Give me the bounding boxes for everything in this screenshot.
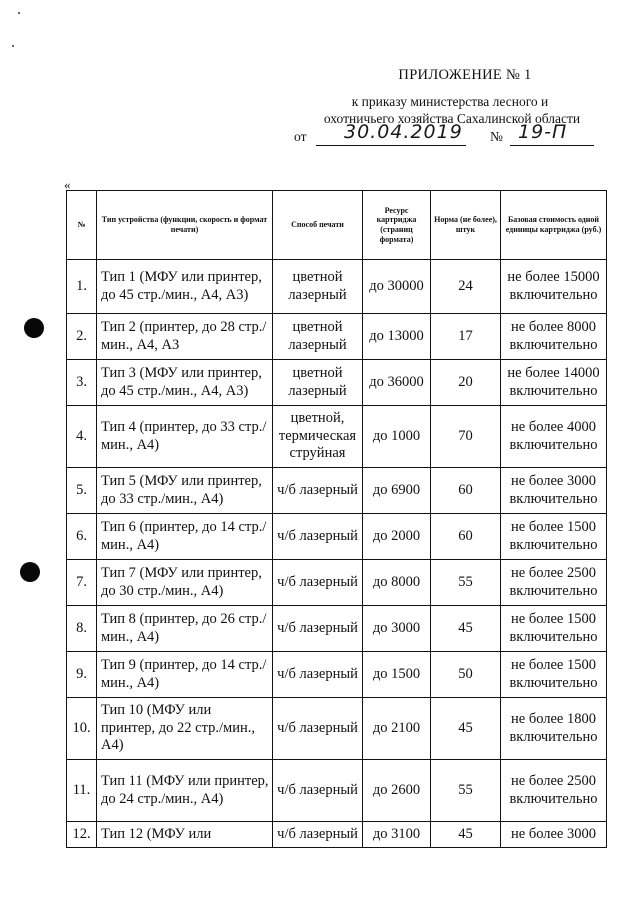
cell-print-method: ч/б лазерный — [273, 652, 363, 698]
cell-base-cost: не более 8000 включительно — [501, 314, 607, 360]
order-reference-line1: к приказу министерства лесного и — [351, 94, 549, 109]
cell-cartridge-resource: до 2000 — [363, 514, 431, 560]
cell-print-method: ч/б лазерный — [273, 822, 363, 848]
table-row — [67, 822, 607, 848]
cell-base-cost: не более 4000 включительно — [501, 406, 607, 468]
cell-norm: 60 — [431, 468, 501, 514]
col-header-print-method: Способ печати — [273, 191, 363, 260]
cell-cartridge-resource: до 6900 — [363, 468, 431, 514]
opening-quote: « — [64, 177, 71, 192]
order-reference-line2: охотничьего хозяйства Сахалинской области — [323, 111, 581, 126]
cell-norm: 17 — [431, 314, 501, 360]
cell-base-cost: не более 14000 включительно — [501, 360, 607, 406]
cell-device-type: Тип 12 (МФУ или — [97, 822, 273, 848]
table-row — [67, 468, 607, 514]
table-row — [67, 698, 607, 760]
cell-device-type: Тип 2 (принтер, до 28 стр./мин., А4, А3 — [97, 314, 273, 360]
cell-print-method: ч/б лазерный — [273, 468, 363, 514]
cell-row-number: 8. — [67, 606, 97, 652]
cell-norm: 24 — [431, 260, 501, 314]
cell-device-type: Тип 6 (принтер, до 14 стр./мин., А4) — [97, 514, 273, 560]
cell-cartridge-resource: до 36000 — [363, 360, 431, 406]
order-date-field — [316, 121, 466, 146]
cell-row-number: 4. — [67, 406, 97, 468]
cell-device-type: Тип 11 (МФУ или принтер, до 24 стр./мин., А4) — [97, 760, 273, 822]
cell-base-cost: не более 3000 включительно — [501, 468, 607, 514]
table-row — [67, 606, 607, 652]
cell-print-method: ч/б лазерный — [273, 560, 363, 606]
cell-device-type: Тип 5 (МФУ или принтер, до 33 стр./мин., А4) — [97, 468, 273, 514]
appendix-title: ПРИЛОЖЕНИЕ № 1 — [398, 67, 532, 83]
cell-device-type: Тип 8 (принтер, до 26 стр./мин., А4) — [97, 606, 273, 652]
number-prefix: № — [490, 129, 503, 144]
cell-cartridge-resource: до 3100 — [363, 822, 431, 848]
cell-row-number: 2. — [67, 314, 97, 360]
cell-print-method: ч/б лазерный — [273, 698, 363, 760]
cell-device-type: Тип 4 (принтер, до 33 стр./мин., А4) — [97, 406, 273, 468]
cell-norm: 45 — [431, 822, 501, 848]
table-row — [67, 360, 607, 406]
table-row — [67, 406, 607, 468]
cell-row-number: 9. — [67, 652, 97, 698]
cell-base-cost: не более 15000 включительно — [501, 260, 607, 314]
cell-print-method: цветной лазерный — [273, 360, 363, 406]
punch-hole-bottom — [20, 562, 40, 582]
cell-print-method: ч/б лазерный — [273, 760, 363, 822]
table-row — [67, 314, 607, 360]
cell-norm: 45 — [431, 606, 501, 652]
cell-base-cost: не более 1500 включительно — [501, 652, 607, 698]
cell-norm: 55 — [431, 560, 501, 606]
table-row — [67, 760, 607, 822]
table-row — [67, 652, 607, 698]
cell-device-type: Тип 9 (принтер, до 14 стр./мин., А4) — [97, 652, 273, 698]
cell-cartridge-resource: до 1000 — [363, 406, 431, 468]
cell-base-cost: не более 1800 включительно — [501, 698, 607, 760]
cell-row-number: 12. — [67, 822, 97, 848]
cell-cartridge-resource: до 2100 — [363, 698, 431, 760]
cell-row-number: 3. — [67, 360, 97, 406]
cell-cartridge-resource: до 1500 — [363, 652, 431, 698]
date-prefix: от — [294, 129, 307, 144]
col-header-number: № — [67, 191, 97, 260]
cell-norm: 20 — [431, 360, 501, 406]
order-number-field — [510, 121, 594, 146]
col-header-norm: Норма (не более), штук — [431, 191, 501, 260]
col-header-base-cost: Базовая стоимость одной единицы картриджа (руб.) — [501, 191, 607, 260]
cell-row-number: 10. — [67, 698, 97, 760]
table-body — [67, 260, 607, 848]
cell-cartridge-resource: до 8000 — [363, 560, 431, 606]
table-header-row — [67, 191, 607, 260]
handwritten-date: 30.04.2019 — [344, 121, 463, 143]
cell-norm: 45 — [431, 698, 501, 760]
cell-print-method: цветной, термическая струйная — [273, 406, 363, 468]
cell-norm: 50 — [431, 652, 501, 698]
cell-row-number: 5. — [67, 468, 97, 514]
cell-device-type: Тип 10 (МФУ или принтер, до 22 стр./мин., А4) — [97, 698, 273, 760]
scan-speck — [18, 12, 20, 14]
cell-cartridge-resource: до 3000 — [363, 606, 431, 652]
cell-base-cost: не более 3000 — [501, 822, 607, 848]
cell-print-method: цветной лазерный — [273, 260, 363, 314]
cell-print-method: ч/б лазерный — [273, 514, 363, 560]
cell-row-number: 6. — [67, 514, 97, 560]
cell-base-cost: не более 1500 включительно — [501, 606, 607, 652]
table-row — [67, 260, 607, 314]
cartridge-norms-table — [66, 190, 607, 848]
col-header-cartridge-resource: Ресурс картриджа (страниц формата) — [363, 191, 431, 260]
col-header-device-type: Тип устройства (функции, скорость и формат печати) — [97, 191, 273, 260]
cell-cartridge-resource: до 30000 — [363, 260, 431, 314]
cell-row-number: 7. — [67, 560, 97, 606]
cell-device-type: Тип 1 (МФУ или принтер, до 45 стр./мин., А4, А3) — [97, 260, 273, 314]
cell-row-number: 11. — [67, 760, 97, 822]
scan-speck — [12, 45, 14, 47]
cell-device-type: Тип 7 (МФУ или принтер, до 30 стр./мин., А4) — [97, 560, 273, 606]
handwritten-number: 19-П — [518, 121, 568, 143]
cell-print-method: цветной лазерный — [273, 314, 363, 360]
cell-base-cost: не более 2500 включительно — [501, 760, 607, 822]
cell-norm: 70 — [431, 406, 501, 468]
cell-cartridge-resource: до 13000 — [363, 314, 431, 360]
cell-norm: 60 — [431, 514, 501, 560]
cell-device-type: Тип 3 (МФУ или принтер, до 45 стр./мин., А4, А3) — [97, 360, 273, 406]
cell-norm: 55 — [431, 760, 501, 822]
punch-hole-top — [24, 318, 44, 338]
cell-print-method: ч/б лазерный — [273, 606, 363, 652]
order-date-number-line — [294, 121, 614, 151]
cell-cartridge-resource: до 2600 — [363, 760, 431, 822]
table-row — [67, 560, 607, 606]
table-row — [67, 514, 607, 560]
cell-row-number: 1. — [67, 260, 97, 314]
cell-base-cost: не более 2500 включительно — [501, 560, 607, 606]
cell-base-cost: не более 1500 включительно — [501, 514, 607, 560]
